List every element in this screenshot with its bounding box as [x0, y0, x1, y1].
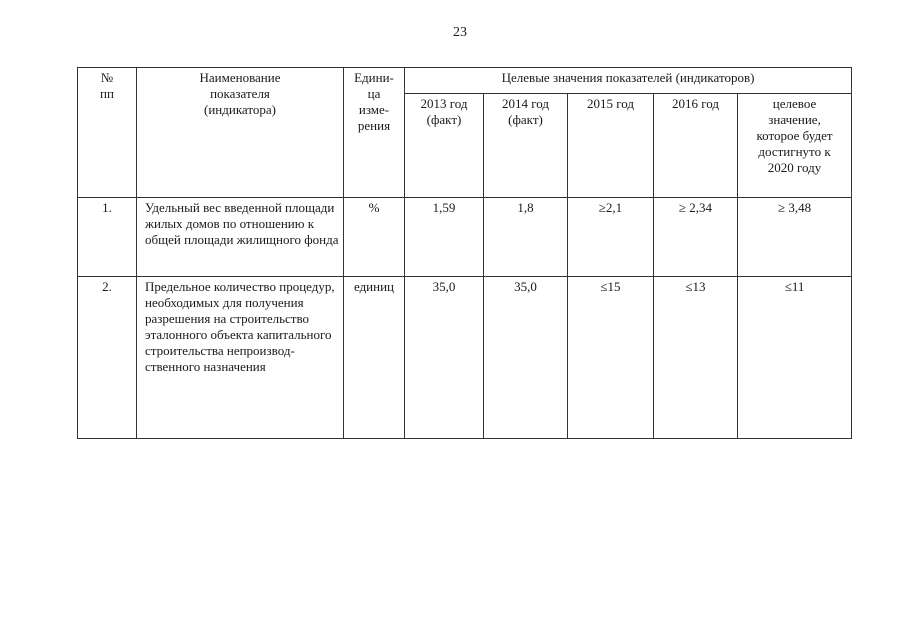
row-value-2013: 1,59 [405, 198, 484, 277]
header-unit: Едини- ца изме- рения [344, 68, 405, 198]
header-num: № пп [78, 68, 137, 198]
row-value-2020: ≤11 [738, 277, 852, 439]
row-value-2014: 1,8 [484, 198, 568, 277]
header-target-2020: целевое значение, которое будет достигнуто к 2020 году [738, 94, 852, 198]
row-value-2015: ≥2,1 [568, 198, 654, 277]
page-number: 23 [453, 25, 467, 40]
row-name: Предельное количество процедур, необходимых для получения разрешения на строительство эталонного объекта капитального строительства непроизвод-ственного назначения [137, 277, 344, 439]
row-value-2013: 35,0 [405, 277, 484, 439]
table-row [78, 198, 852, 277]
row-unit: % [344, 198, 405, 277]
row-value-2015: ≤15 [568, 277, 654, 439]
row-name: Удельный вес введенной площади жилых домов по отношению к общей площади жилищного фонда [137, 198, 344, 277]
row-num: 2. [78, 277, 137, 439]
row-unit: единиц [344, 277, 405, 439]
table-row [78, 277, 852, 439]
row-value-2016: ≤13 [654, 277, 738, 439]
header-targets-group: Целевые значения показателей (индикаторов) [405, 68, 852, 94]
row-num: 1. [78, 198, 137, 277]
indicators-table [77, 67, 852, 439]
header-year-2014: 2014 год (факт) [484, 94, 568, 198]
header-year-2015: 2015 год [568, 94, 654, 198]
header-row [78, 68, 852, 94]
row-value-2016: ≥ 2,34 [654, 198, 738, 277]
header-year-2013: 2013 год (факт) [405, 94, 484, 198]
header-name: Наименование показателя (индикатора) [137, 68, 344, 198]
header-year-2016: 2016 год [654, 94, 738, 198]
row-value-2014: 35,0 [484, 277, 568, 439]
row-value-2020: ≥ 3,48 [738, 198, 852, 277]
